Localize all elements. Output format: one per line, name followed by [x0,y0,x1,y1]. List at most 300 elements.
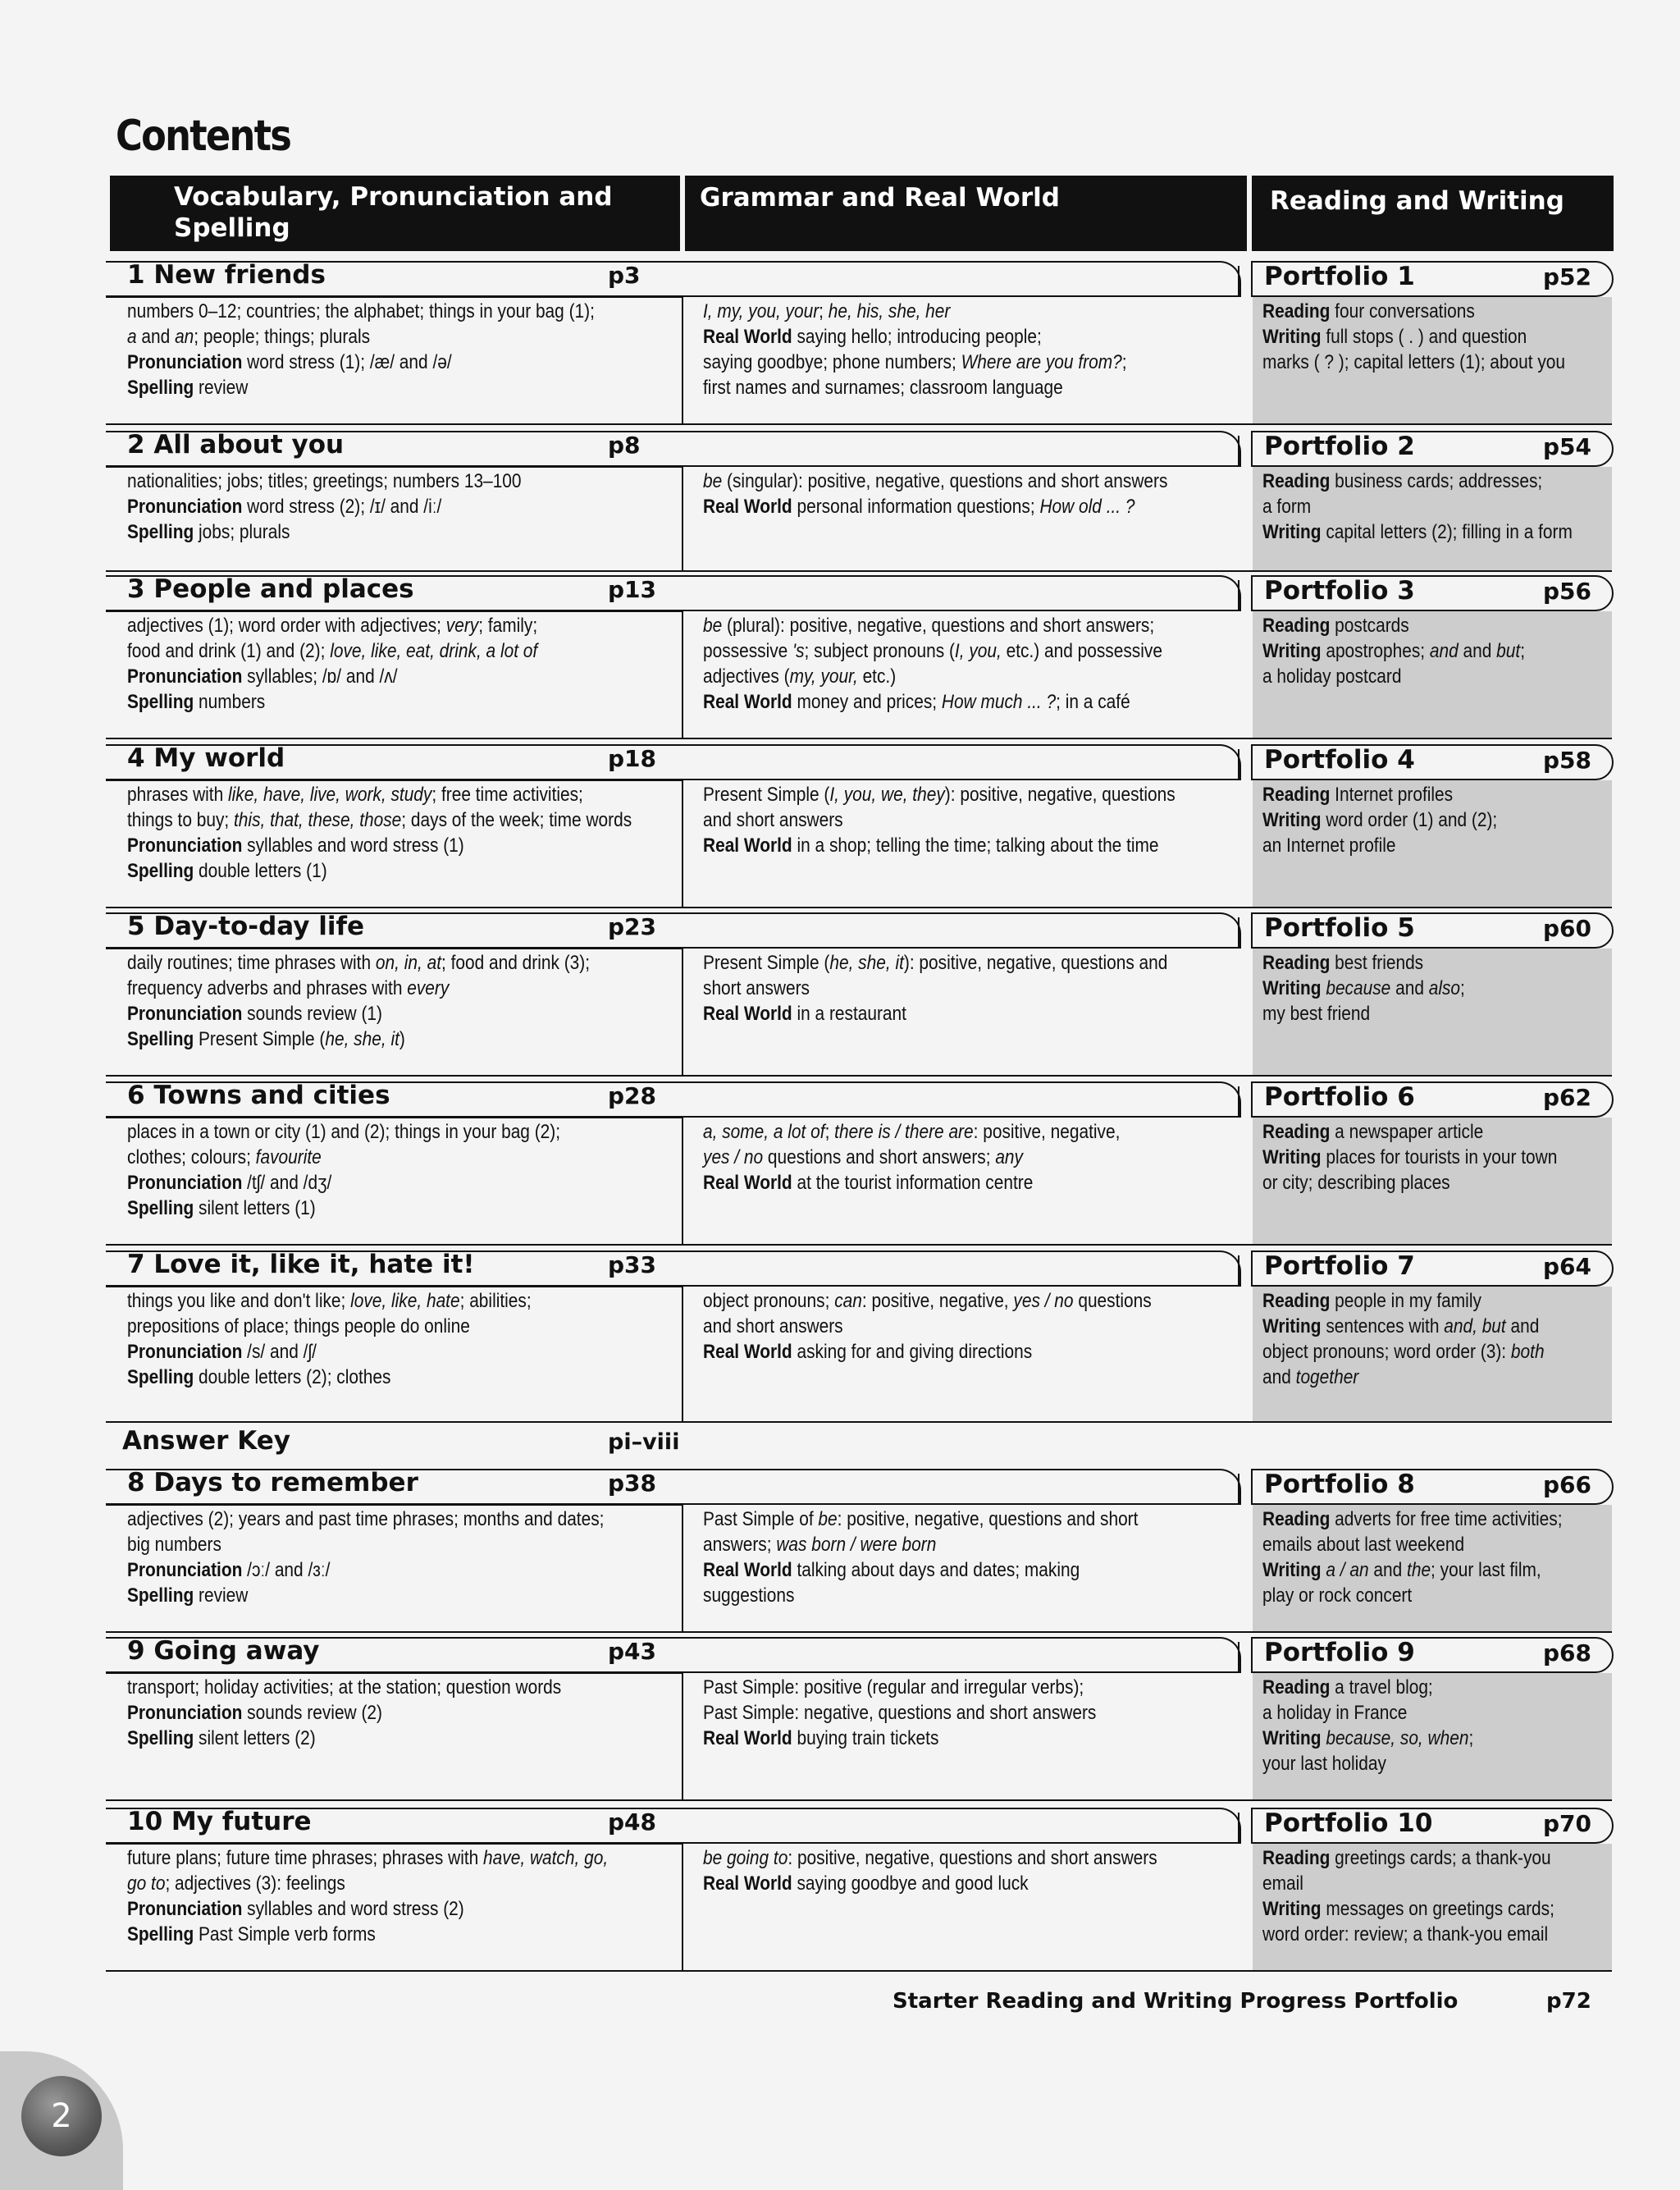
cell-line [127,950,627,976]
row-rule [106,1631,682,1633]
cell-line [127,1675,627,1700]
column-divider [682,780,683,908]
grammar-cell [703,782,1213,858]
text-run: phrases with [127,784,229,806]
text-run: ; [824,1121,835,1143]
row-rule [682,570,1612,572]
cell-line [127,494,627,519]
row-rule [106,738,682,739]
label-bold: Real World [703,1341,792,1363]
cell-line [703,1583,1213,1608]
text-run: silent letters (1) [194,1197,316,1219]
unit-row [106,912,1614,1077]
reading-writing-cell [1262,469,1612,545]
cell-line [703,375,1213,400]
unit-page: p3 [608,262,641,289]
text-run: yes / no [1013,1290,1074,1312]
text-run: /s/ and /ʃ/ [242,1341,317,1363]
text-run: sentences with [1321,1315,1445,1337]
cell-line [1262,1288,1612,1314]
column-header-vocabulary [110,176,680,251]
unit-title-band [106,261,1614,295]
cell-line [1262,1145,1612,1170]
label-bold: Writing [1262,809,1322,831]
text-run: in a restaurant [792,1003,906,1025]
text-run: very [445,615,479,637]
unit-page: p48 [608,1808,657,1836]
cell-line [703,807,1213,833]
cell-line [1262,350,1612,375]
text-run: marks ( ? ); capital letters (1); about you [1262,351,1566,373]
text-run: numbers [194,691,266,713]
vocabulary-cell [127,1288,627,1390]
text-run: the [1407,1559,1431,1581]
text-run: daily routines; time phrases with [127,952,376,974]
column-divider [682,1844,683,1972]
text-run: this, that, these, those [234,809,402,831]
text-run: nationalities; jobs; titles; greetings; numbers 13–100 [127,470,522,492]
column-divider [682,467,683,572]
vocabulary-cell [127,299,627,400]
row-rule [682,738,1612,739]
unit-page: p33 [608,1251,657,1278]
cell-line [703,1001,1213,1026]
label-bold: Pronunciation [127,1898,243,1920]
cell-line [703,613,1213,638]
label-bold: Writing [1262,1315,1322,1337]
text-run: Past Simple verb forms [194,1923,376,1945]
text-run: postcards [1330,615,1409,637]
label-bold: Spelling [127,1584,194,1607]
reading-writing-cell [1262,1506,1612,1608]
label-bold: Writing [1262,1727,1322,1749]
reading-writing-cell [1262,1119,1612,1196]
vocabulary-cell [127,469,627,545]
column-header-vocabulary-line2: Spelling [174,213,290,243]
text-run: etc.) [857,665,897,688]
cell-line [1262,807,1612,833]
text-run: he, she, it [829,952,904,974]
row-rule [106,1421,682,1423]
row-rule [682,1631,1612,1633]
text-run: love, like, hate [350,1290,460,1312]
row-rule [106,1075,682,1077]
text-run: things you like and don't like; [127,1290,351,1312]
cell-line [1262,976,1612,1001]
row-rule [106,1970,682,1972]
text-run: saying hello; introducing people; [792,326,1042,348]
cell-line [127,299,627,324]
cell-line [127,782,627,807]
label-bold: Reading [1262,1290,1331,1312]
column-divider [682,611,683,739]
label-bold: Reading [1262,784,1331,806]
text-run: a holiday in France [1262,1702,1408,1724]
portfolio-title: Portfolio 7 [1264,1251,1415,1281]
text-run: Where are you from? [961,351,1122,373]
portfolio-page: p68 [1543,1639,1592,1667]
text-run: be [818,1508,838,1530]
text-run: ; [1520,640,1525,662]
text-run: saying goodbye; phone numbers; [703,351,961,373]
cell-line [127,664,627,689]
cell-line [703,638,1213,664]
text-run: future plans; future time phrases; phrases with [127,1847,484,1869]
unit-page: p13 [608,576,657,603]
text-run: people in my family [1330,1290,1481,1312]
text-run: syllables and word stress (2) [242,1898,464,1920]
label-bold: Spelling [127,521,194,543]
text-run: or city; describing places [1262,1172,1450,1194]
row-rule [682,1970,1612,1972]
portfolio-page: p66 [1543,1471,1592,1498]
cell-line [127,833,627,858]
text-run: have, watch, go, [483,1847,609,1869]
text-run: love, like, eat, drink, a lot of [330,640,538,662]
portfolio-title: Portfolio 8 [1264,1470,1415,1499]
row-rule [682,423,1612,425]
cell-line [703,469,1213,494]
text-run: a / an [1326,1559,1369,1581]
footer-page: p72 [1546,1989,1591,2014]
row-rule [106,423,682,425]
text-run: favourite [255,1146,322,1168]
cell-line [127,1845,627,1871]
grammar-cell [703,613,1213,715]
text-run: ; your last film, [1431,1559,1541,1581]
row-rule [682,1799,1612,1801]
text-run: personal information questions; [792,496,1040,518]
column-divider [682,1118,683,1246]
text-run: a, some, a lot of [703,1121,825,1143]
text-run: and [1368,1559,1408,1581]
portfolio-title: Portfolio 9 [1264,1638,1415,1667]
unit-row [106,744,1614,908]
cell-line [127,1196,627,1221]
reading-writing-cell [1262,613,1612,689]
cell-line [1262,1845,1612,1871]
cell-line [127,469,627,494]
label-bold: Real World [703,691,792,713]
text-run: ; adjectives (3): feelings [165,1872,345,1895]
text-run: How much ... ? [941,691,1057,713]
label-bold: Spelling [127,1727,194,1749]
portfolio-title: Portfolio 6 [1264,1082,1415,1112]
label-bold: Pronunciation [127,1341,243,1363]
cell-line [703,1557,1213,1583]
label-bold: Pronunciation [127,834,243,857]
text-run: Present Simple ( [194,1028,326,1050]
portfolio-page: p54 [1543,433,1592,460]
unit-title: 6 Towns and cities [127,1081,390,1110]
cell-line [127,1700,627,1726]
unit-page: p8 [608,432,641,459]
text-run: suggestions [703,1584,795,1607]
unit-row [106,1637,1614,1801]
cell-line [1262,638,1612,664]
row-rule [106,1799,682,1801]
grammar-cell [703,1845,1213,1896]
label-bold: Real World [703,1172,792,1194]
row-rule [106,1244,682,1246]
cell-line [1262,299,1612,324]
vocabulary-cell [127,950,627,1052]
portfolio-page: p58 [1543,747,1592,774]
text-run: : positive, negative, questions and short [837,1508,1139,1530]
text-run: : positive, negative, [973,1121,1121,1143]
label-bold: Reading [1262,300,1331,322]
cell-line [127,1583,627,1608]
text-run: sounds review (1) [242,1003,382,1025]
text-run: double letters (2); clothes [194,1366,391,1388]
text-run: questions and short answers; [763,1146,996,1168]
cell-line [127,1871,627,1896]
cell-line [1262,1314,1612,1339]
cell-line [703,664,1213,689]
column-divider [682,297,683,425]
cell-line [703,950,1213,976]
cell-line [127,1001,627,1026]
cell-line [1262,1922,1612,1947]
cell-line [127,807,632,833]
cell-line [127,1896,627,1922]
unit-row [106,575,1614,739]
cell-line [127,1365,627,1390]
cell-line [127,613,627,638]
text-run: like, have, live, work, study [228,784,432,806]
vocabulary-cell [127,1675,627,1751]
unit-title: 5 Day-to-day life [127,912,365,941]
cell-line [1262,494,1612,519]
cell-line [703,1506,1213,1532]
text-run: ; [1460,977,1465,999]
text-run: answers; [703,1534,777,1556]
text-run: be [703,470,723,492]
unit-page: p28 [608,1082,657,1109]
cell-line [1262,950,1612,976]
text-run: together [1295,1366,1359,1388]
text-run: Present Simple ( [703,784,830,806]
cell-line [703,1314,1213,1339]
text-run: but [1496,640,1521,662]
unit-title-band [106,431,1614,465]
column-header-reading-writing: Reading and Writing [1252,176,1614,251]
text-run: How old ... ? [1039,496,1135,518]
text-run: word stress (1); /æ/ and /ə/ [242,351,452,373]
text-run: big numbers [127,1534,221,1556]
text-run: : positive, negative, [861,1290,1014,1312]
unit-title: 7 Love it, like it, hate it! [127,1250,475,1279]
cell-line [1262,1339,1612,1365]
cell-line [1262,1119,1612,1145]
unit-row [106,431,1614,572]
label-bold: Spelling [127,860,194,882]
grammar-cell [703,1506,1213,1608]
cell-line [127,1288,627,1314]
label-bold: Writing [1262,977,1322,999]
label-bold: Writing [1262,1898,1322,1920]
unit-row [106,1250,1614,1423]
text-run: Present Simple ( [703,952,830,974]
label-bold: Writing [1262,521,1322,543]
unit-title-band [106,912,1614,947]
text-run: buying train tickets [792,1727,939,1749]
cell-line [127,375,627,400]
text-run: ): positive, negative, questions and [903,952,1168,974]
text-run: ; in a café [1056,691,1130,713]
cell-line [703,833,1213,858]
cell-line [127,1922,627,1947]
column-divider [682,1505,683,1633]
cell-line [127,1557,627,1583]
label-bold: Reading [1262,952,1331,974]
text-run: review [194,377,249,399]
text-run: and [1505,1315,1540,1337]
cell-line [1262,613,1612,638]
cell-line [127,858,627,884]
cell-line [703,1726,1213,1751]
text-run: business cards; addresses; [1330,470,1543,492]
text-run: syllables and word stress (1) [242,834,464,857]
text-run: etc.) and possessive [1001,640,1162,662]
label-bold: Real World [703,834,792,857]
text-run: ; [1121,351,1127,373]
text-run: adjectives ( [703,665,790,688]
text-run: money and prices; [792,691,942,713]
label-bold: Real World [703,326,792,348]
label-bold: Writing [1262,326,1322,348]
grammar-cell [703,1288,1213,1365]
reading-writing-cell [1262,950,1612,1026]
unit-page: p18 [608,745,657,772]
text-run: I, my, you, your [703,300,819,322]
text-run: an Internet profile [1262,834,1396,857]
cell-line [703,1700,1213,1726]
text-run: adjectives (1); word order with adjectives; [127,615,446,637]
cell-line [1262,1001,1612,1026]
text-run: object pronouns; word order (3): [1262,1341,1511,1363]
text-run: and [1262,1366,1296,1388]
row-rule [106,907,682,908]
text-run: jobs; plurals [194,521,290,543]
text-run: my best friend [1262,1003,1371,1025]
text-run: transport; holiday activities; at the station; question words [127,1676,562,1699]
reading-writing-cell [1262,1675,1612,1776]
text-run: at the tourist information centre [792,1172,1034,1194]
cell-line [1262,1675,1612,1700]
grammar-cell [703,1119,1213,1196]
column-divider [682,1673,683,1801]
text-run: prepositions of place; things people do online [127,1315,470,1337]
text-run: short answers [703,977,810,999]
text-run: on, in, at [375,952,441,974]
column-header-grammar: Grammar and Real World [685,176,1247,251]
cell-line [127,1532,627,1557]
cell-line [127,324,627,350]
portfolio-page: p70 [1543,1810,1592,1837]
cell-line [1262,1532,1612,1557]
text-run: and [136,326,176,348]
text-run: any [995,1146,1023,1168]
label-bold: Reading [1262,1121,1331,1143]
grammar-cell [703,469,1213,519]
text-run: Past Simple: positive (regular and irregular verbs); [703,1676,1084,1699]
page-title: Contents [116,112,291,161]
cell-line [1262,1726,1612,1751]
text-run: and [1390,977,1429,999]
cell-line [127,1506,627,1532]
text-run: go to [127,1872,166,1895]
text-run: (singular): positive, negative, questions and short answers [722,470,1168,492]
unit-title-band [106,1469,1614,1503]
cell-line [1262,324,1612,350]
label-bold: Real World [703,1003,792,1025]
answer-key-label: Answer Key [122,1426,290,1456]
cell-line [1262,782,1612,807]
text-run: apostrophes; [1321,640,1430,662]
text-run: saying goodbye and good luck [792,1872,1029,1895]
text-run: because, so, when [1326,1727,1469,1749]
vocabulary-cell [127,1845,627,1947]
text-run: Internet profiles [1330,784,1454,806]
text-run: review [194,1584,249,1607]
label-bold: Real World [703,1727,792,1749]
text-run: ; free time activities; [431,784,583,806]
text-run: I, you, [954,640,1002,662]
unit-row [106,1081,1614,1246]
text-run: your last holiday [1262,1753,1386,1775]
portfolio-title: Portfolio 5 [1264,913,1415,943]
label-bold: Reading [1262,1508,1331,1530]
text-run: sounds review (2) [242,1702,382,1724]
label-bold: Pronunciation [127,351,243,373]
text-run: there is / there are [834,1121,974,1143]
cell-line [1262,833,1612,858]
text-run: Past Simple of [703,1508,819,1530]
cell-line [127,1314,627,1339]
cell-line [1262,1871,1612,1896]
row-rule [682,907,1612,908]
unit-row [106,261,1614,425]
text-run: ; days of the week; time words [401,809,632,831]
text-run: an [175,326,194,348]
text-run: yes / no [703,1146,764,1168]
label-bold: Writing [1262,1146,1322,1168]
unit-row [106,1469,1614,1633]
portfolio-title: Portfolio 2 [1264,432,1415,461]
cell-line [703,350,1213,375]
cell-line [703,1170,1213,1196]
unit-page: p23 [608,913,657,940]
text-run: (plural): positive, negative, questions and short answers; [722,615,1155,637]
text-run: frequency adverbs and phrases with [127,977,408,999]
unit-title: 4 My world [127,743,285,773]
label-bold: Spelling [127,1028,194,1050]
cell-line [1262,1700,1612,1726]
text-run: ; family; [478,615,538,637]
text-run: ; [1468,1727,1474,1749]
unit-title-band [106,1250,1614,1285]
text-run: : positive, negative, questions and short answers [788,1847,1157,1869]
cell-line [703,1532,1213,1557]
portfolio-title: Portfolio 3 [1264,576,1415,606]
cell-line [127,1170,627,1196]
portfolio-title: Portfolio 1 [1264,262,1415,291]
reading-writing-cell [1262,1288,1612,1390]
text-run: adjectives (2); years and past time phrases; months and dates; [127,1508,605,1530]
portfolio-page: p52 [1543,263,1592,290]
unit-title-band [106,1808,1614,1842]
